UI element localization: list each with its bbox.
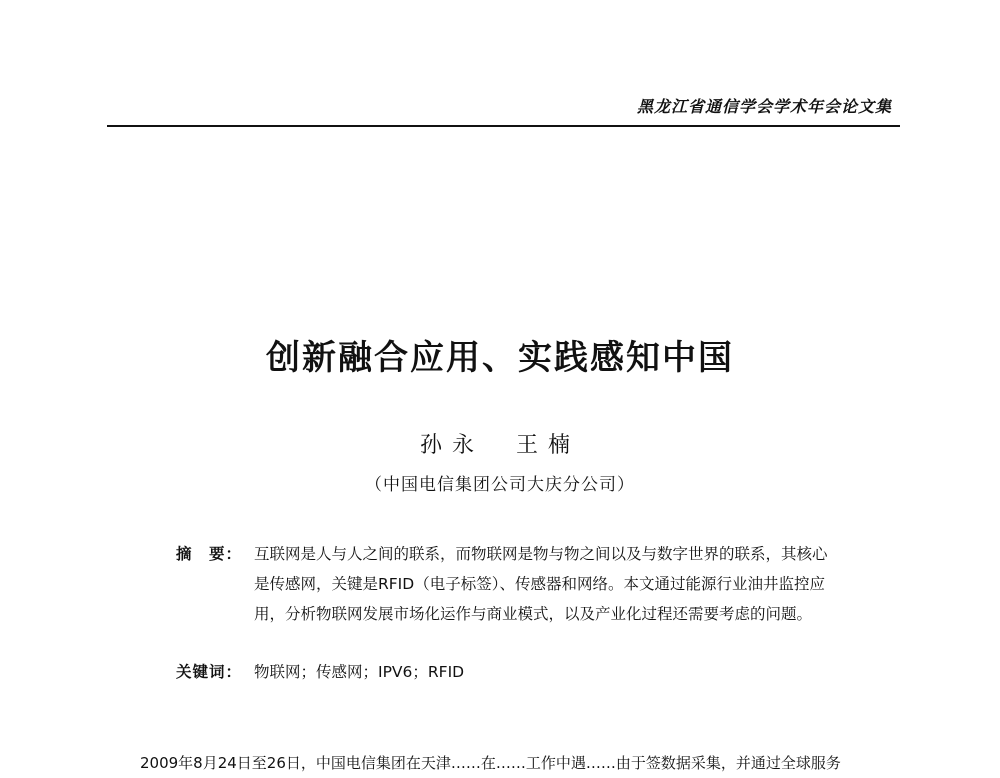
journal-header: 黑龙江省通信学会学术年会论文集 — [636, 97, 892, 116]
abstract-text: 互联网是人与人之间的联系，而物联网是物与物之间以及与数字世界的联系，其核心是传感网，关键是RFID（电子标签）、传感器和网络。本文通过能源行业油井监控应用，分析物联网发展市场化运作与商业模式，以及产业化过程还需要考虑的问题。 — [254, 545, 828, 623]
keywords-section — [176, 657, 846, 687]
paper-title: 创新融合应用、实践感知中国 — [266, 338, 734, 378]
header-divider — [107, 125, 900, 127]
author-affiliation: （中国电信集团公司大庆分公司） — [365, 475, 635, 495]
keywords-label: 关键词： — [176, 663, 243, 681]
abstract-label: 摘 要： — [176, 545, 243, 563]
paper-authors: 孙永 王楠 — [419, 433, 580, 458]
body-text-partial-line: 2009年8月24日至26日，中国电信集团在天津……在……工作中遇……由于签数据采集，并通过全球服务 — [140, 754, 841, 772]
abstract-section — [176, 539, 846, 629]
keywords-text: 物联网；传感网；IPV6；RFID — [254, 663, 465, 681]
